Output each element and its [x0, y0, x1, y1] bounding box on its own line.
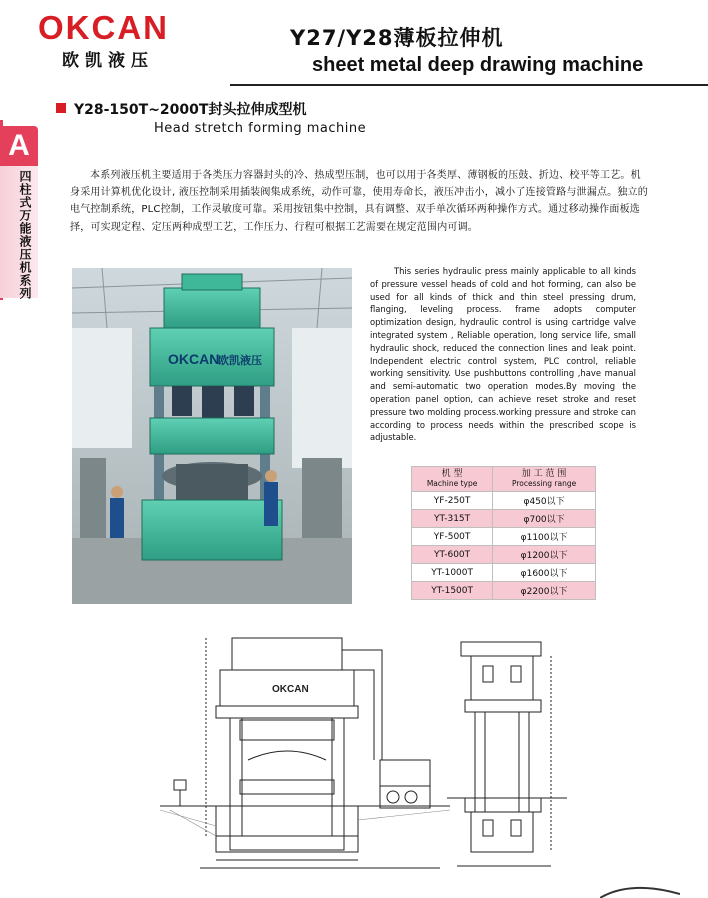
description-cn: 本系列液压机主要适用于各类压力容器封头的冷、热成型压制，也可以用于各类厚、薄钢板的压鼓、折边、校平等工艺。机身采用计算机优化设计, 液压控制采用插装阀集成系统，动作可靠，使用寿命长，液压冲击小，减小了连接管路与泄漏点。独立的电气控制系统，PLC控制，工作灵敏度可靠。采用按钮集中控制，具有调整、双手单次循环两种操作方式。通过移动操作面板选择，可实现定程、定压两种成型工艺，工作压力、行程可根据工艺需要在规定范围内可调。	[70, 170, 648, 233]
table-row	[412, 492, 596, 510]
range-cell: φ2200以下	[493, 582, 596, 600]
section-heading-en: Head stretch forming machine	[154, 121, 367, 136]
front-view-drawing	[160, 630, 450, 875]
spec-table	[411, 466, 596, 600]
range-cell: φ1100以下	[493, 528, 596, 546]
table-row	[412, 510, 596, 528]
col-header-machine-type: 机 型 Machine type	[412, 467, 493, 492]
side-view-drawing	[447, 636, 567, 876]
range-cell: φ1600以下	[493, 564, 596, 582]
square-bullet-icon	[56, 103, 66, 113]
side-tab-label: 四柱式万能液压机系列	[18, 170, 32, 300]
model-cell: YF-250T	[412, 492, 493, 510]
model-cell: YT-1500T	[412, 582, 493, 600]
table-row	[412, 528, 596, 546]
drawing-label: OKCAN	[272, 684, 309, 695]
side-tab-letter: A	[0, 126, 38, 166]
machine-photo	[72, 268, 352, 604]
page-title-cn: Y27/Y28薄板拉伸机	[290, 26, 504, 50]
table-row	[412, 546, 596, 564]
description-en: This series hydraulic press mainly applicable to all kinds of pressure vessel heads of cold and hot forming, can also be used for all kinds of thick and thin steel pressing drum, flanging, leveling process. frame adopts computer optimization design, hydraulic control is using cartridge valve integrated system , Reliable operation, long service life, small hydraulic shock, reduced the connection lines and leak point. Independent electric control system, PLC control, reliable working sensitivity. Use pushbuttons controlling ,have manual and semi-automatic two operation modes.By moving the operation panel option, can achieve reset stroke and reset pressure two molding process.working pressure and stroke can according to process needs within the prescribed scope is adjustable.	[370, 266, 636, 443]
section-heading-cn: Y28-150T~2000T封头拉伸成型机	[74, 102, 307, 118]
table-row	[412, 564, 596, 582]
model-cell: YT-315T	[412, 510, 493, 528]
machine-logo-cn: 欧凯液压	[218, 354, 262, 367]
model-cell: YT-600T	[412, 546, 493, 564]
page-title-en: sheet metal deep drawing machine	[312, 54, 644, 76]
brand-name-cn: 欧凯液压	[62, 51, 154, 71]
brand-logo: OKCAN	[38, 9, 169, 46]
header-divider	[230, 84, 708, 86]
page-corner-curve	[600, 884, 680, 898]
table-row	[412, 582, 596, 600]
range-cell: φ700以下	[493, 510, 596, 528]
range-cell: φ450以下	[493, 492, 596, 510]
machine-logo: OKCAN	[168, 351, 220, 367]
range-cell: φ1200以下	[493, 546, 596, 564]
col-header-processing-range: 加 工 范 围 Processing range	[493, 467, 596, 492]
model-cell: YF-500T	[412, 528, 493, 546]
model-cell: YT-1000T	[412, 564, 493, 582]
